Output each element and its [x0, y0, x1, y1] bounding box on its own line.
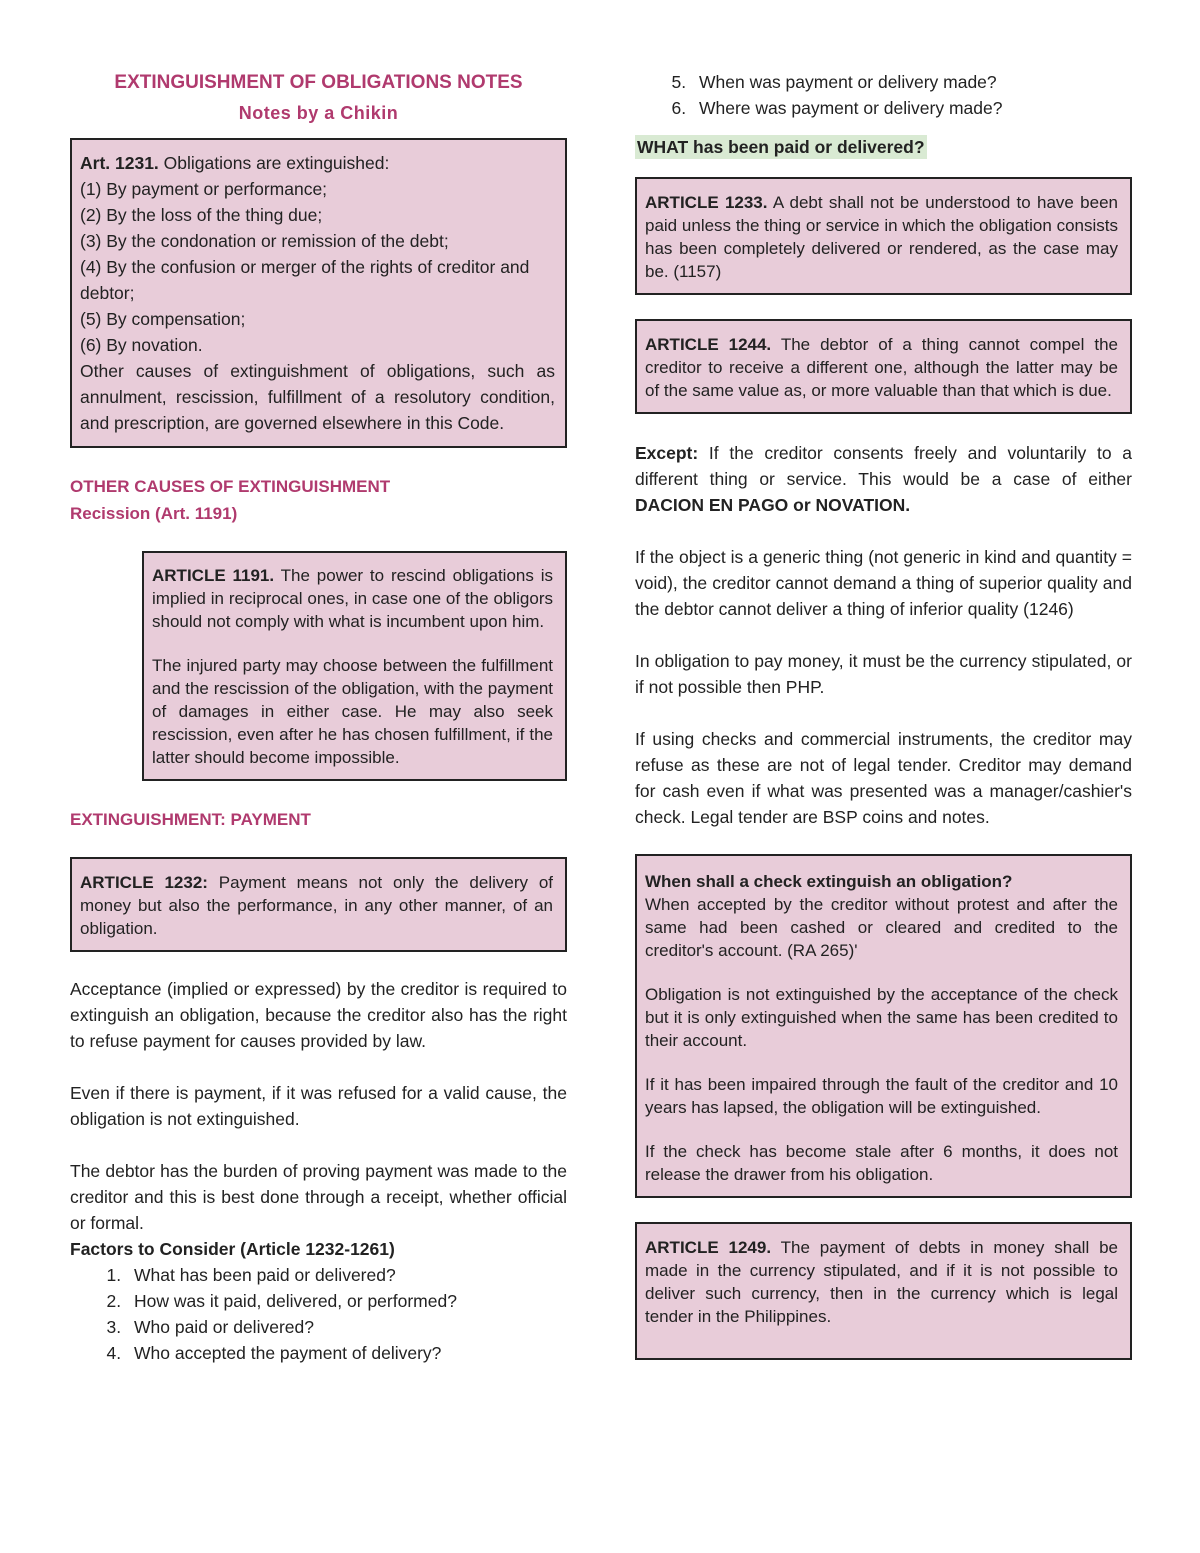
page-title: EXTINGUISHMENT OF OBLIGATIONS NOTES [114, 72, 523, 93]
paragraph: If using checks and commercial instruments, the creditor may refuse as these are not of legal tender. Creditor may demand for cash even if what was presented was a manager/cashier's check. Legal tender are BSP coins and notes. [635, 729, 1132, 827]
left-paragraphs [70, 976, 567, 1366]
payment-heading: EXTINGUISHMENT: PAYMENT [70, 810, 311, 829]
check-para: If it has been impaired through the fault of the creditor and 10 years has lapsed, the obligation will be extinguished. [645, 1075, 1118, 1117]
art-1232-text: ARTICLE 1232: Payment means not only the delivery of money but also the performance, in any other manner, of an obligation. [80, 873, 553, 938]
list-item: 5. When was payment or delivery made? [691, 69, 1132, 95]
except-paragraph: Except: If the creditor consents freely and voluntarily to a different thing or service. This would be a case of either DACION EN PAGO or NOVATION. [635, 443, 1132, 515]
right-column [635, 70, 1132, 1360]
factors-list [70, 1262, 567, 1366]
check-para: When accepted by the creditor without protest and after the same had been cashed or cleared and credited to the creditor's account. (RA 265)' [645, 895, 1118, 960]
check-para: Obligation is not extinguished by the acceptance of the check but it is only extinguished when the same has been credited to their account. [645, 985, 1118, 1050]
art-1231-item: (2) By the loss of the thing due; [80, 205, 323, 225]
page-subtitle: Notes by a Chikin [238, 103, 399, 123]
art-1191-para-1: ARTICLE 1191. The power to rescind obligations is implied in reciprocal ones, in case one of the obligors should not comply with what is incumbent upon him. [152, 566, 553, 631]
list-item: 4. Who accepted the payment of delivery? [126, 1340, 567, 1366]
art-1244-box [635, 319, 1132, 414]
art-1231-item: (5) By compensation; [80, 309, 246, 329]
factors-heading: Factors to Consider (Article 1232-1261) [70, 1239, 395, 1259]
art-1231-item: (6) By novation. [80, 335, 203, 355]
art-1231-item: (4) By the confusion or merger of the rights of creditor and debtor; [80, 257, 530, 303]
art-1233-text: ARTICLE 1233. A debt shall not be understood to have been paid unless the thing or service in which the obligation consists has been completely delivered or rendered, as the case may be. (1157) [645, 193, 1118, 281]
list-item: 2. How was it paid, delivered, or performed? [126, 1288, 567, 1314]
check-para: If the check has become stale after 6 months, it does not release the drawer from his obligation. [645, 1142, 1118, 1184]
list-item: 3. Who paid or delivered? [126, 1314, 567, 1340]
check-box [635, 854, 1132, 1198]
check-question: When shall a check extinguish an obligation? [645, 872, 1013, 891]
list-item: 6. Where was payment or delivery made? [691, 95, 1132, 121]
art-1249-text: ARTICLE 1249. The payment of debts in money shall be made in the currency stipulated, and if it is not possible to deliver such currency, then in the currency which is legal tender in the Philippines. [645, 1238, 1118, 1326]
right-paragraphs [635, 440, 1132, 830]
other-causes-heading: OTHER CAUSES OF EXTINGUISHMENT [70, 477, 391, 496]
what-paid-row [635, 135, 1132, 159]
paragraph: Even if there is payment, if it was refused for a valid cause, the obligation is not extinguished. [70, 1083, 567, 1129]
art-1244-text: ARTICLE 1244. The debtor of a thing cannot compel the creditor to receive a different one, although the latter may be of the same value as, or more valuable than that which is due. [645, 335, 1118, 400]
art-1232-box [70, 857, 567, 952]
recission-subheading: Recission (Art. 1191) [70, 504, 238, 523]
art-1231-intro: Art. 1231. Obligations are extinguished: [80, 153, 390, 173]
left-column [70, 70, 567, 1366]
art-1231-box [70, 138, 567, 448]
paragraph: The debtor has the burden of proving payment was made to the creditor and this is best done through a receipt, whether official or formal. [70, 1161, 567, 1233]
paragraph: Acceptance (implied or expressed) by the creditor is required to extinguish an obligation, because the creditor also has the right to refuse payment for causes provided by law. [70, 979, 567, 1051]
art-1191-para-2: The injured party may choose between the fulfillment and the rescission of the obligation, with the payment of damages in either case. He may also seek rescission, even after he has chosen fulfillment, if the latter should become impossible. [152, 656, 553, 767]
art-1233-box [635, 177, 1132, 295]
paragraph: If the object is a generic thing (not generic in kind and quantity = void), the creditor cannot demand a thing of superior quality and the debtor cannot deliver a thing of inferior quality (1246) [635, 547, 1132, 619]
art-1231-item: (1) By payment or performance; [80, 179, 328, 199]
art-1231-item: (3) By the condonation or remission of the debt; [80, 231, 449, 251]
factors-list-continued [635, 69, 1132, 121]
what-paid-question: WHAT has been paid or delivered? [637, 137, 925, 157]
art-1191-box [142, 551, 567, 781]
list-item: 1. What has been paid or delivered? [126, 1262, 567, 1288]
art-1249-box [635, 1222, 1132, 1360]
paragraph: In obligation to pay money, it must be the currency stipulated, or if not possible then PHP. [635, 651, 1132, 697]
art-1231-closing: Other causes of extinguishment of obligations, such as annulment, rescission, fulfillment of a resolutory condition, and prescription, are governed elsewhere in this Code. [80, 361, 555, 433]
